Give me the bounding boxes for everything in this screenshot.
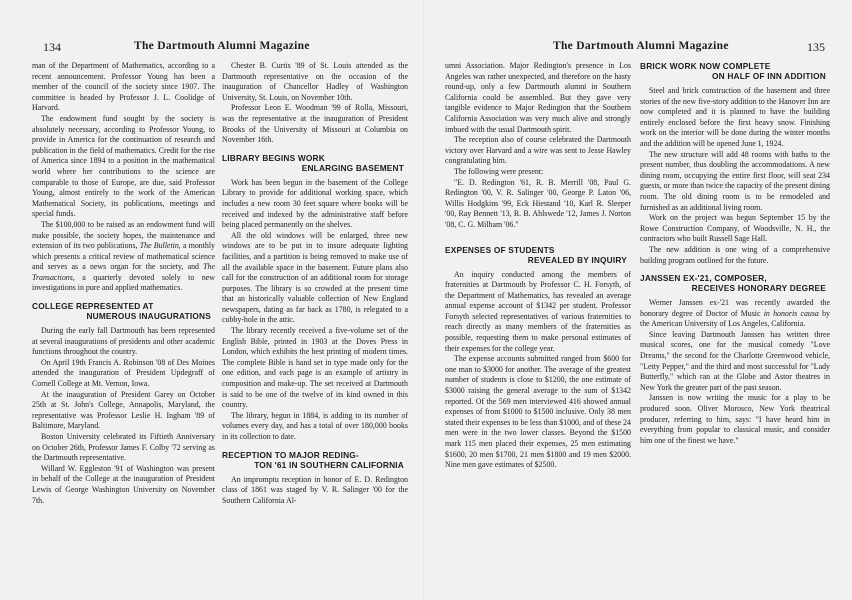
attendee-list: "E. D. Redington '61, R. B. Merrill '08, Paul G. Redington '00, V. R. Salinger '00, George P. Laton '06, Willis Hodgkins '99, Eck Hiestand '10, Karl R. Sleeper '00, Ray Bennett '13, R. B. Ahlswede '12, James J. Norton '08, C. G. Milham '06." [445,177,631,229]
paragraph: At the inauguration of President Garey on October 25th at St. John's College, Annapolis, Maryland, the representative was Professor Leslie H. Ingham '89 of Baltimore, Maryland. [32,389,215,431]
paragraph: man of the Department of Mathematics, according to a recent announcement. Professor Young has been a member of the council of the society since 1907. The committee is headed by Professor J. L. Coolidge of Harvard. [32,61,215,113]
paragraph: umni Association. Major Redington's presence in Los Angeles was rather unexpected, and therefore on the hasty round-up, only a few Dartmouth alumni in Southern California could be assembled. But they gave very tangible evidence to Major Redington that the Southern California Association was very much alive and strongly imbued with the usual Dartmouth spirit. [445,61,631,134]
paragraph: On April 19th Francis A. Robinson '08 of Des Moines attended the inauguration of President Updegraff of Cornell College at Mt. Vernon, Iowa. [32,357,215,389]
publication-title: The Bulletin [139,241,179,251]
paragraph: During the early fall Dartmouth has been represented at several inaugurations of presidents and other academic functions throughout the country. [32,326,215,357]
paragraph: The library recently received a five-volume set of the English Bible, printed in 1903 at the Doves Press in London, which exhibits the best printing of modern times. The complete Bible is hand set in type made only for the one edition, and each page is an example of artistry in composition and make-up. The set received at Dartmouth is said to be one of the twelve of its kind owned in this country. [222,326,408,410]
paragraph: Professor Leon E. Woodman '99 of Rolla, Missouri, was the representative at the inauguration of President Brooks of the University of Missouri at Columbia on November 16th. [222,103,408,145]
paragraph: Boston University celebrated its Fiftieth Anniversary on October 26th, Professor James F. Colby '72 serving as the Dartmouth representative. [32,432,215,463]
paragraph: An impromptu reception in honor of E. D. Redington class of 1861 was staged by V. R. Salinger '00 for the Southern California Al- [222,474,408,505]
section-heading-library: LIBRARY BEGINS WORK ENLARGING BASEMENT [222,152,404,173]
left-page-number: 134 [43,40,61,54]
paragraph: Work on the project was begun September 15 by the Rowe Construction Company, of Woodsville, N. H., the contractors who built Russell Sage Hall. [640,213,830,244]
paragraph: The new addition is one wing of a comprehensive building program outlined for the future. [640,244,830,265]
paragraph: The $100,000 to be raised as an endowment fund will make possible, the society hopes, the maintenance and extension of its two publications, The Bulletin, a monthly which presents a critical review of mathematical science and serves as a news organ for the society, and The Transactions, a quarterly devoted solely to new investigations in pure and applied mathematics. [32,219,215,293]
right-column-1 [445,61,631,471]
section-heading-reception: RECEPTION TO MAJOR REDING- TON '61 IN SOUTHERN CALIFORNIA [222,449,404,470]
right-page [425,0,852,600]
paragraph: The new structure will add 48 rooms with baths to the present number, thus doubling the accommodations. A new dining room, occupying the entire first floor, will seat 234 guests, or more than twice the capacity of the present dining room. The old dining room is to be remodeled and furnished as an additional living room. [640,149,830,212]
paragraph: All the old windows will be enlarged, three new windows are to be put in to insure adequate lighting facilities, and a partition is being removed to make use of all the available space in the basement. Future plans also call for the construction of an additional room for storage purposes. The library is so crowded at the present time that an historically valuable collection of New England newspapers, dating as far back as 1780, is relegated to a cubby-hole in the attic. [222,230,408,325]
left-column-1 [32,61,215,506]
right-page-number: 135 [807,40,825,54]
paragraph: Willard W. Eggleston '91 of Washington was present in behalf of the College at the inauguration of President Lewis of George Washington University on November 7th. [32,463,215,505]
right-running-head: The Dartmouth Alumni Magazine [553,40,729,52]
left-column-2 [222,61,408,506]
paragraph: The expense accounts submitted ranged from $600 for one man to $3000 for another. The average of the greatest number of students is close to $1200, the one estimate of $3000 raising the general average to the sum of $1342 reported. Of the 569 men interviewed 416 showed annual expenses of from $1000 to $1500 inclusive. Only 38 men stated their expenses to be less than $1000, and of these 24 men were in the two lower classes. Beyond the $1500 mark 115 men placed their expenses, 25 men estimating $1600, 20 men $1700, 21 men $1800 and 19 men $2000. Nine men gave estimates of $2500. [445,354,631,470]
latin-phrase: in honoris causa [763,308,819,318]
right-column-2 [640,61,830,446]
left-page [0,0,423,600]
section-heading-inn-addition: BRICK WORK NOW COMPLETE ON HALF OF INN ADDITION [640,61,826,81]
section-heading-expenses: EXPENSES OF STUDENTS REVEALED BY INQUIRY [445,244,627,265]
publication-title: The Transactions [32,262,215,282]
paragraph: The reception also of course celebrated the Dartmouth victory over Harvard and a wire was sent to Jesse Hawley congratulating him. [445,135,631,166]
left-running-head: The Dartmouth Alumni Magazine [134,40,310,52]
paragraph: Werner Janssen ex-'21 was recently awarded the honorary degree of Doctor of Music in honoris causa by the American University of Los Angeles, California. [640,298,830,329]
paragraph: Since leaving Dartmouth Janssen has written three musical scores, one for the musical comedy "Love Dreams," the second for the Charlotte Greenwood vehicle, "Letty Pepper," and the third and most successful for "Lady Butterfly," which ran at the Globe and Astor theatres in New York the greater part of the past season. [640,329,830,392]
paragraph: Work has been begun in the basement of the College Library to provide for additional working space, which includes a new room 30 feet square where books will be received and indexed by the administrative staff before being placed permanently on the shelves. [222,177,408,230]
section-heading-janssen: JANSSEN EX-'21, COMPOSER, RECEIVES HONORARY DEGREE [640,273,826,294]
paragraph: An inquiry conducted among the members of fraternities at Dartmouth by Professor C. H. Forsyth, of the Department of Mathematics, has revealed an average annual expense account of $1342 per student. Professor Forsyth selected representatives of various fraternities to reach directly as many members of the fraternities as possible, requesting them to make personal estimates of their expenses for the college year. [445,269,631,353]
paragraph: Steel and brick construction of the basement and three stories of the new five-story addition to the Hanover Inn are now completed and it is planned to have the building entirely enclosed before the first heavy snow. Finishing work on the interior will be done during the winter months and the addition will be opened June 1, 1924. [640,86,830,148]
paragraph: The library, begun in 1884, is adding to its number of volumes every day, and has a total of over 180,000 books in its collection to date. [222,410,408,441]
paragraph: The endowment fund sought by the society is absolutely necessary, according to Professor Young, to provide in America for the continuation of research and publication in the field of mathematics. Credit for the rise of America since 1894 to a position in the mathematical world where her contributions to the science are comparable to those of Europe, are due, said Professor Young, almost entirely to the work of the American Mathematical Society, its publications, meetings and special funds. [32,113,215,219]
paragraph: Janssen is now writing the music for a play to be produced soon. Oliver Morosco, New York theatrical producer, referring to him, says: "I have heard him in everything from popular to classical music, and consider him one of the finest we have." [640,393,830,445]
paragraph: Chester B. Curtis '89 of St. Louis attended as the Dartmouth representative on the occasion of the inauguration of Chancellor Hadley of Washington University, St. Louis, on November 10th. [222,61,408,102]
section-heading-inaugurations: COLLEGE REPRESENTED AT NUMEROUS INAUGURATIONS [32,301,211,322]
paragraph: The following were present: [454,166,544,176]
